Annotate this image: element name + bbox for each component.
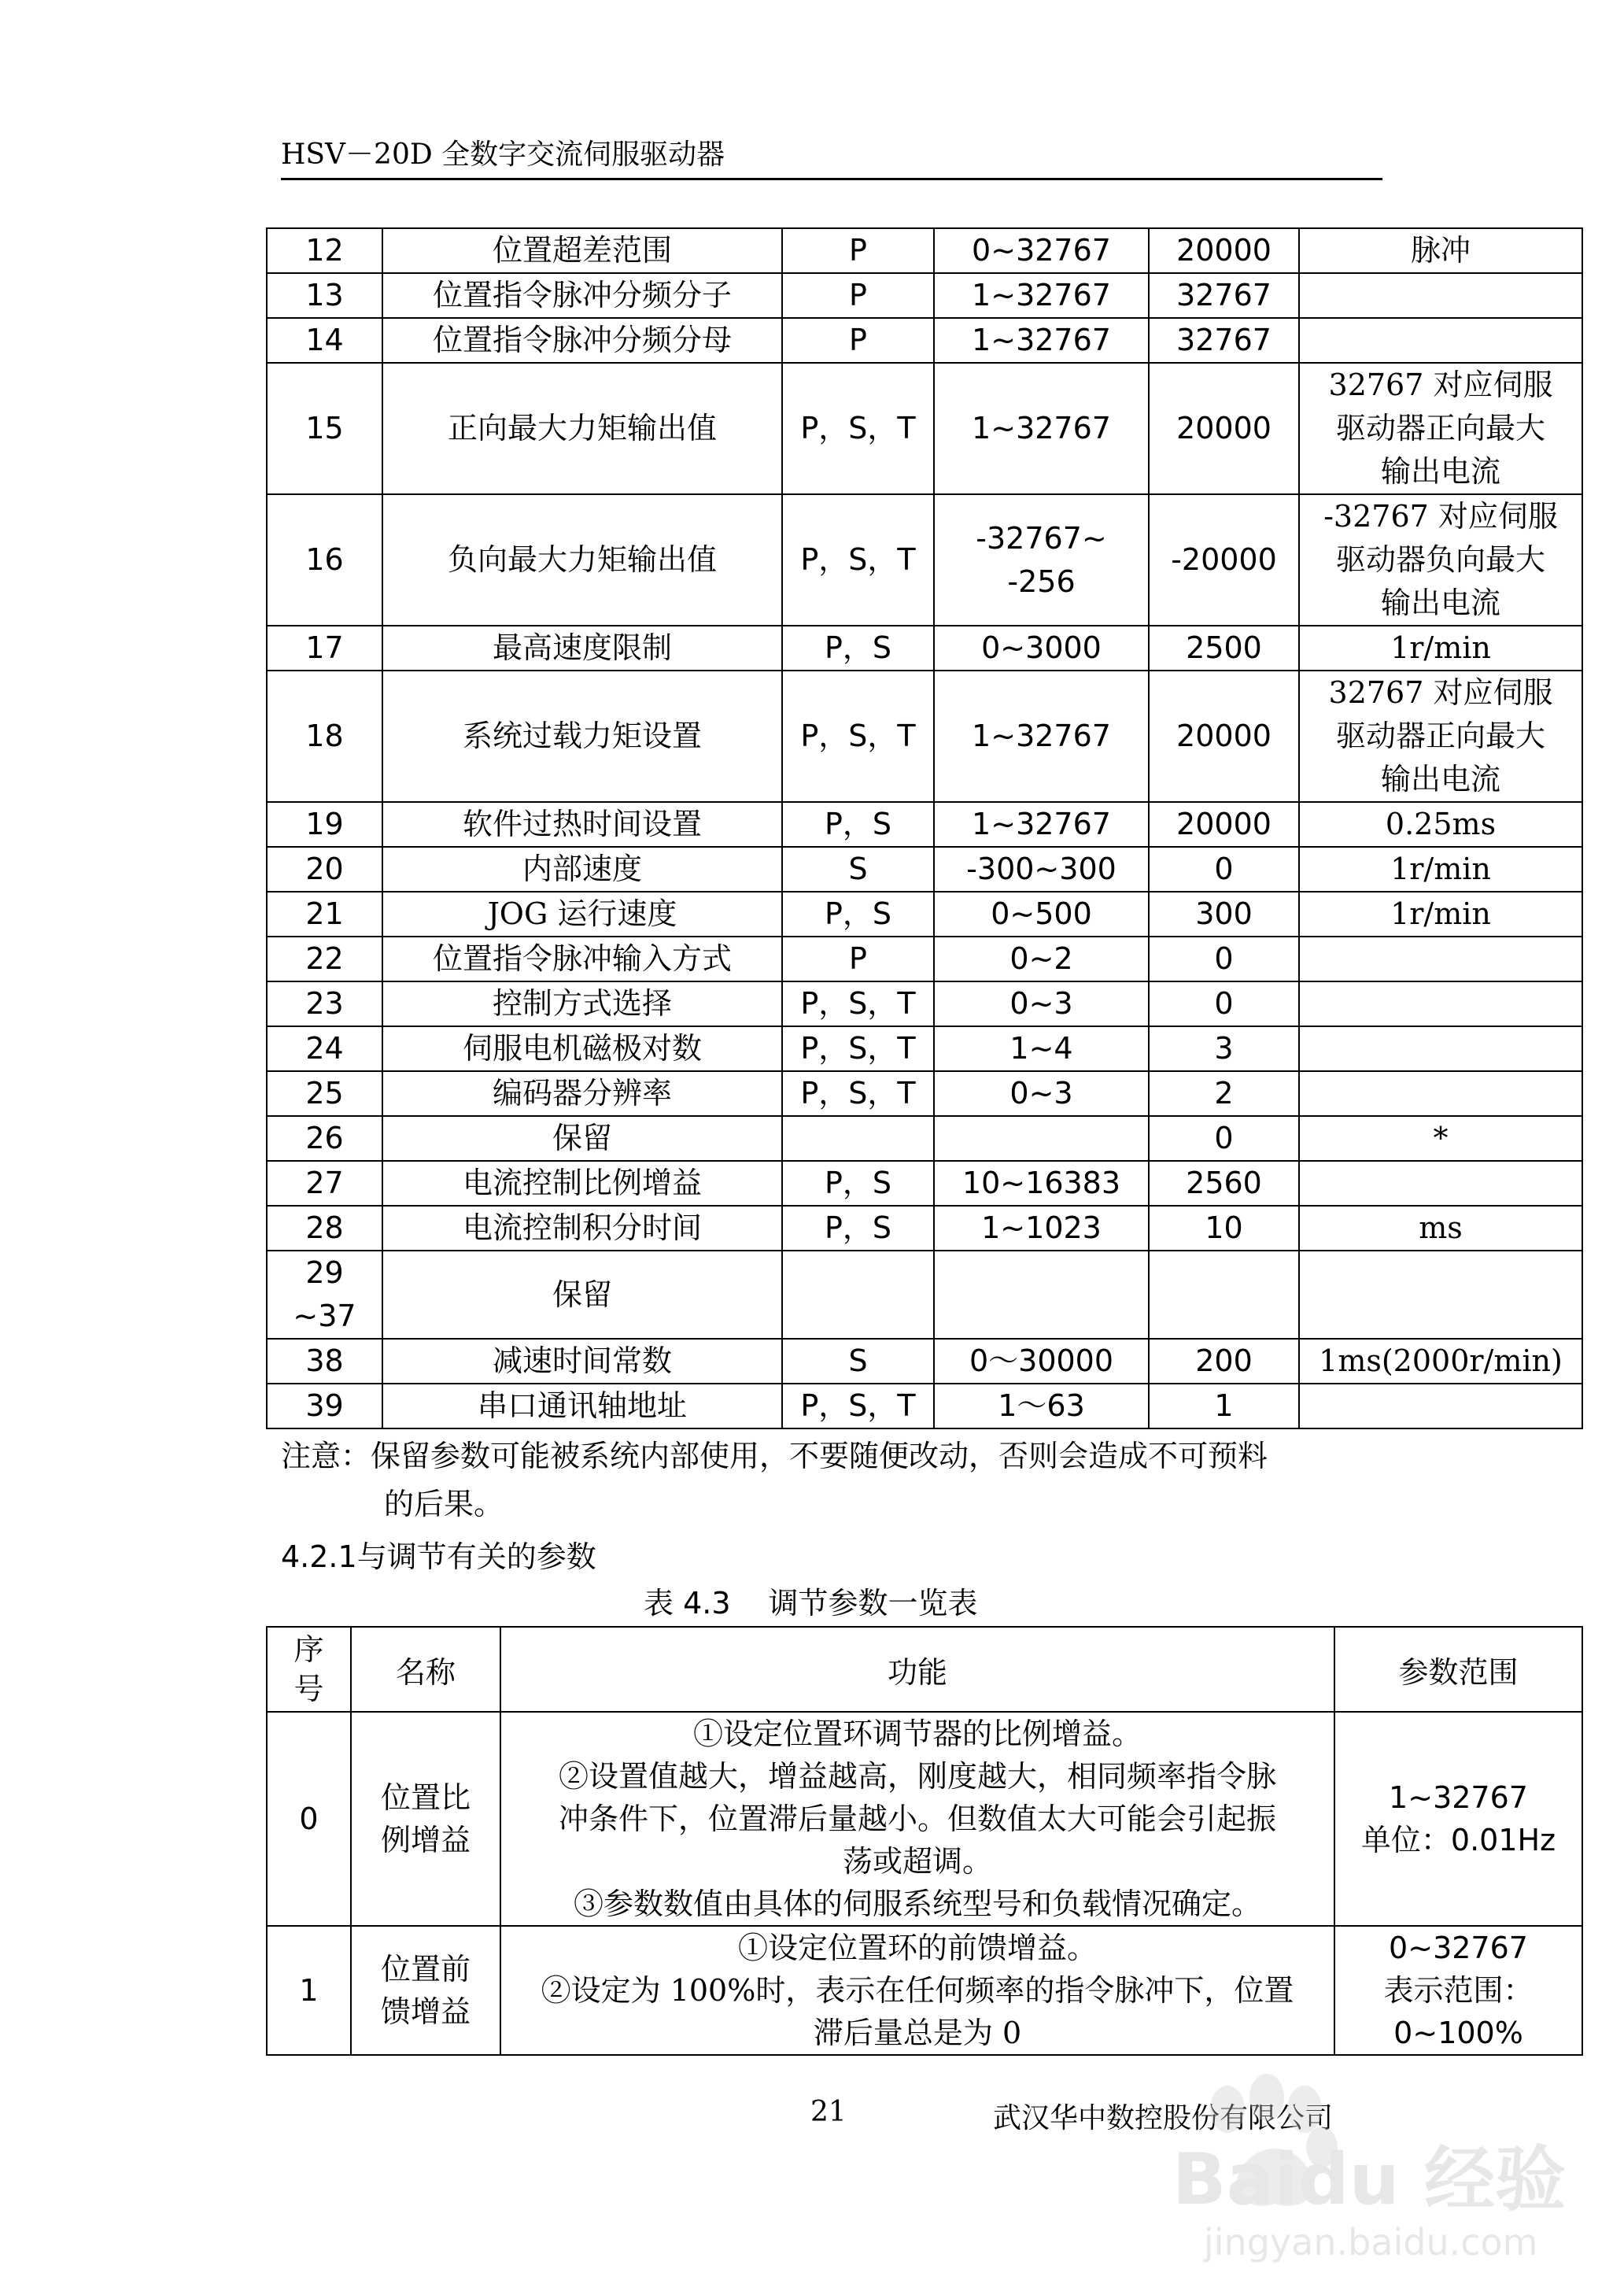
note-line-2: 的后果。 xyxy=(384,1487,504,1521)
param-name: 内部速度 xyxy=(382,847,782,892)
table-row xyxy=(267,847,1582,892)
range-line: 0~100% xyxy=(1393,2016,1523,2050)
param-default xyxy=(1149,1251,1299,1339)
param-no: 29 ~37 xyxy=(267,1251,382,1339)
param-default: 0 xyxy=(1149,1116,1299,1161)
param-range: 0~3 xyxy=(934,1071,1149,1116)
table-row xyxy=(267,1339,1582,1384)
param-no: 22 xyxy=(267,937,382,981)
table-row xyxy=(267,892,1582,937)
table-row xyxy=(267,1026,1582,1071)
param-default: 20000 xyxy=(1149,802,1299,847)
param-unit-line: 输出电流 xyxy=(1380,762,1500,796)
table-row xyxy=(267,1712,1582,1926)
param-no: 14 xyxy=(267,318,382,363)
table-row xyxy=(267,1116,1582,1161)
param-mode: P xyxy=(782,937,934,981)
param-default: 20000 xyxy=(1149,363,1299,494)
param-mode: S xyxy=(782,1339,934,1384)
param-unit xyxy=(1299,273,1582,318)
param-name: 电流控制比例增益 xyxy=(382,1161,782,1206)
param-mode: P，S xyxy=(782,892,934,937)
param-name: JOG 运行速度 xyxy=(382,892,782,937)
param-name: 位置指令脉冲分频分母 xyxy=(382,318,782,363)
param-name: 最高速度限制 xyxy=(382,626,782,671)
section-title: 与调节有关的参数 xyxy=(356,1539,596,1574)
table-row xyxy=(267,937,1582,981)
param-no: 17 xyxy=(267,626,382,671)
param-unit-line: 32767 对应伺服 xyxy=(1328,675,1553,710)
param-name: 软件过热时间设置 xyxy=(382,802,782,847)
param-unit xyxy=(1299,494,1582,626)
note-line-1: 注意：保留参数可能被系统内部使用，不要随便改动，否则会造成不可预料 xyxy=(281,1439,1268,1473)
param-unit xyxy=(1299,937,1582,981)
param-range: 0~2 xyxy=(934,937,1149,981)
function-line: ③参数数值由具体的伺服系统型号和负载情况确定。 xyxy=(573,1887,1261,1921)
param-default: 2500 xyxy=(1149,626,1299,671)
param-default: 0 xyxy=(1149,847,1299,892)
function-line: 滞后量总是为 0 xyxy=(813,2016,1022,2050)
section-heading xyxy=(281,1532,596,1576)
watermark-url: jingyan.baidu.com xyxy=(1204,2221,1538,2264)
param-default: 2560 xyxy=(1149,1161,1299,1206)
table-row xyxy=(267,1161,1582,1206)
adjust-function xyxy=(500,1712,1334,1926)
param-name: 串口通讯轴地址 xyxy=(382,1384,782,1428)
caption-label: 表 4.3 xyxy=(644,1586,731,1621)
param-no: 21 xyxy=(267,892,382,937)
param-default: 3 xyxy=(1149,1026,1299,1071)
param-no: 13 xyxy=(267,273,382,318)
param-no: 28 xyxy=(267,1206,382,1251)
param-no: 27 xyxy=(267,1161,382,1206)
param-range: 0~32767 xyxy=(934,228,1149,273)
table-row xyxy=(267,363,1582,494)
param-mode xyxy=(782,1251,934,1339)
watermark-brand: Baidu 经验 xyxy=(1172,2138,1566,2221)
function-line: ①设定位置环调节器的比例增益。 xyxy=(692,1717,1142,1751)
param-unit xyxy=(1299,981,1582,1026)
param-unit xyxy=(1299,1026,1582,1071)
header-name: 名称 xyxy=(351,1627,500,1712)
param-unit-line: 1r/min xyxy=(1390,896,1491,931)
param-no: 23 xyxy=(267,981,382,1026)
table-row xyxy=(267,802,1582,847)
table-row xyxy=(267,981,1582,1026)
param-range: 0~500 xyxy=(934,892,1149,937)
param-range: 1~32767 xyxy=(934,802,1149,847)
table-row xyxy=(267,1251,1582,1339)
param-range: 0～30000 xyxy=(934,1339,1149,1384)
param-range xyxy=(934,1116,1149,1161)
param-default: 200 xyxy=(1149,1339,1299,1384)
param-unit-line: * xyxy=(1433,1121,1449,1155)
param-unit xyxy=(1299,1339,1582,1384)
header-no: 序 号 xyxy=(267,1627,351,1712)
param-no: 12 xyxy=(267,228,382,273)
param-unit xyxy=(1299,228,1582,273)
param-name: 编码器分辨率 xyxy=(382,1071,782,1116)
param-unit xyxy=(1299,802,1582,847)
function-line: ②设定为 100%时，表示在任何频率的指令脉冲下，位置 xyxy=(541,1973,1294,2008)
param-unit xyxy=(1299,1161,1582,1206)
param-range: 1~32767 xyxy=(934,318,1149,363)
param-range: 1~32767 xyxy=(934,363,1149,494)
param-default: 10 xyxy=(1149,1206,1299,1251)
param-name: 系统过载力矩设置 xyxy=(382,671,782,802)
param-mode: P，S，T xyxy=(782,981,934,1026)
param-name: 位置超差范围 xyxy=(382,228,782,273)
range-line: 1~32767 xyxy=(1389,1780,1528,1815)
param-no: 19 xyxy=(267,802,382,847)
param-name: 控制方式选择 xyxy=(382,981,782,1026)
table-row xyxy=(267,494,1582,626)
param-unit-line: 脉冲 xyxy=(1410,233,1471,268)
param-no: 18 xyxy=(267,671,382,802)
caption-title: 调节参数一览表 xyxy=(768,1586,978,1621)
param-unit-line: -32767 对应伺服 xyxy=(1323,499,1558,534)
adjust-name: 位置前 馈增益 xyxy=(351,1926,500,2055)
param-default: 20000 xyxy=(1149,228,1299,273)
param-name: 负向最大力矩输出值 xyxy=(382,494,782,626)
param-unit-line: 1r/min xyxy=(1390,630,1491,665)
param-range: 1~32767 xyxy=(934,671,1149,802)
param-no: 39 xyxy=(267,1384,382,1428)
param-unit-line: 驱动器负向最大 xyxy=(1335,542,1545,577)
param-mode xyxy=(782,1116,934,1161)
param-no: 16 xyxy=(267,494,382,626)
param-mode: P xyxy=(782,228,934,273)
param-unit xyxy=(1299,1251,1582,1339)
adjust-function xyxy=(500,1926,1334,2055)
param-unit xyxy=(1299,847,1582,892)
param-default: -20000 xyxy=(1149,494,1299,626)
param-range: 1～63 xyxy=(934,1384,1149,1428)
function-line: 荡或超调。 xyxy=(842,1844,992,1879)
param-mode: P，S xyxy=(782,802,934,847)
table-row xyxy=(267,1926,1582,2055)
adjust-name: 位置比 例增益 xyxy=(351,1712,500,1926)
param-unit-line: 驱动器正向最大 xyxy=(1335,719,1545,753)
param-range: -300~300 xyxy=(934,847,1149,892)
parameter-table xyxy=(266,227,1583,1429)
function-line: ②设置值越大，增益越高，刚度越大，相同频率指令脉 xyxy=(558,1759,1276,1794)
page-header-title: HSV－20D 全数字交流伺服驱动器 xyxy=(281,139,725,171)
table-row xyxy=(267,1071,1582,1116)
range-line: 单位：0.01Hz xyxy=(1360,1823,1556,1857)
param-range: -32767~ -256 xyxy=(934,494,1149,626)
param-range: 0~3 xyxy=(934,981,1149,1026)
param-range: 1~1023 xyxy=(934,1206,1149,1251)
company-name: 武汉华中数控股份有限公司 xyxy=(993,2102,1334,2134)
table-row xyxy=(267,626,1582,671)
param-default: 20000 xyxy=(1149,671,1299,802)
param-no: 15 xyxy=(267,363,382,494)
param-unit xyxy=(1299,1116,1582,1161)
param-name: 伺服电机磁极对数 xyxy=(382,1026,782,1071)
param-mode: P，S，T xyxy=(782,1071,934,1116)
param-mode: P，S，T xyxy=(782,1026,934,1071)
param-mode: P，S xyxy=(782,626,934,671)
param-default: 300 xyxy=(1149,892,1299,937)
table-row xyxy=(267,228,1582,273)
param-mode: P，S，T xyxy=(782,1384,934,1428)
range-line: 表示范围： xyxy=(1383,1973,1534,2008)
table-row xyxy=(267,1206,1582,1251)
param-unit-line: 驱动器正向最大 xyxy=(1335,411,1545,445)
param-unit xyxy=(1299,671,1582,802)
adjust-no: 0 xyxy=(267,1712,351,1926)
param-mode: P，S，T xyxy=(782,363,934,494)
param-default: 0 xyxy=(1149,981,1299,1026)
section-number: 4.2.1 xyxy=(281,1539,357,1574)
param-unit-line: ms xyxy=(1419,1210,1463,1245)
param-mode: P xyxy=(782,273,934,318)
param-range xyxy=(934,1251,1149,1339)
adjust-range xyxy=(1334,1712,1582,1926)
param-name: 正向最大力矩输出值 xyxy=(382,363,782,494)
param-unit xyxy=(1299,1384,1582,1428)
param-unit xyxy=(1299,626,1582,671)
param-range: 1~32767 xyxy=(934,273,1149,318)
adjust-no: 1 xyxy=(267,1926,351,2055)
param-range: 0~3000 xyxy=(934,626,1149,671)
header-function: 功能 xyxy=(500,1627,1334,1712)
param-unit xyxy=(1299,1206,1582,1251)
param-name: 位置指令脉冲输入方式 xyxy=(382,937,782,981)
param-mode: P，S xyxy=(782,1161,934,1206)
adjust-range xyxy=(1334,1926,1582,2055)
param-name: 保留 xyxy=(382,1251,782,1339)
function-line: ①设定位置环的前馈增益。 xyxy=(737,1931,1097,1965)
header-rule xyxy=(281,178,1382,180)
param-name: 保留 xyxy=(382,1116,782,1161)
param-unit-line: 1r/min xyxy=(1390,852,1491,886)
page-number: 21 xyxy=(810,2096,847,2128)
table-row xyxy=(267,318,1582,363)
param-unit xyxy=(1299,1071,1582,1116)
param-unit-line: 32767 对应伺服 xyxy=(1328,368,1553,402)
param-no: 38 xyxy=(267,1339,382,1384)
param-mode: S xyxy=(782,847,934,892)
table-row xyxy=(267,273,1582,318)
param-unit-line: 1ms(2000r/min) xyxy=(1319,1343,1563,1378)
param-default: 1 xyxy=(1149,1384,1299,1428)
param-name: 电流控制积分时间 xyxy=(382,1206,782,1251)
param-default: 2 xyxy=(1149,1071,1299,1116)
param-mode: P，S，T xyxy=(782,494,934,626)
param-range: 1~4 xyxy=(934,1026,1149,1071)
param-no: 24 xyxy=(267,1026,382,1071)
table-row xyxy=(267,671,1582,802)
adjust-parameter-table xyxy=(266,1626,1583,2056)
param-default: 32767 xyxy=(1149,318,1299,363)
table-caption xyxy=(644,1579,978,1622)
param-range: 10~16383 xyxy=(934,1161,1149,1206)
table-row xyxy=(267,1384,1582,1428)
param-no: 25 xyxy=(267,1071,382,1116)
range-line: 0~32767 xyxy=(1389,1931,1528,1965)
param-no: 26 xyxy=(267,1116,382,1161)
param-mode: P，S xyxy=(782,1206,934,1251)
param-name: 位置指令脉冲分频分子 xyxy=(382,273,782,318)
param-unit xyxy=(1299,318,1582,363)
param-default: 0 xyxy=(1149,937,1299,981)
param-default: 32767 xyxy=(1149,273,1299,318)
param-unit xyxy=(1299,363,1582,494)
param-mode: P，S，T xyxy=(782,671,934,802)
param-no: 20 xyxy=(267,847,382,892)
param-unit xyxy=(1299,892,1582,937)
param-unit-line: 0.25ms xyxy=(1385,807,1497,841)
function-line: 冲条件下，位置滞后量越小。但数值太大可能会引起振 xyxy=(558,1802,1276,1836)
baidu-watermark xyxy=(1125,2054,1566,2267)
header-range: 参数范围 xyxy=(1334,1627,1582,1712)
param-unit-line: 输出电流 xyxy=(1380,454,1500,489)
param-name: 减速时间常数 xyxy=(382,1339,782,1384)
param-unit-line: 输出电流 xyxy=(1380,586,1500,620)
param-mode: P xyxy=(782,318,934,363)
